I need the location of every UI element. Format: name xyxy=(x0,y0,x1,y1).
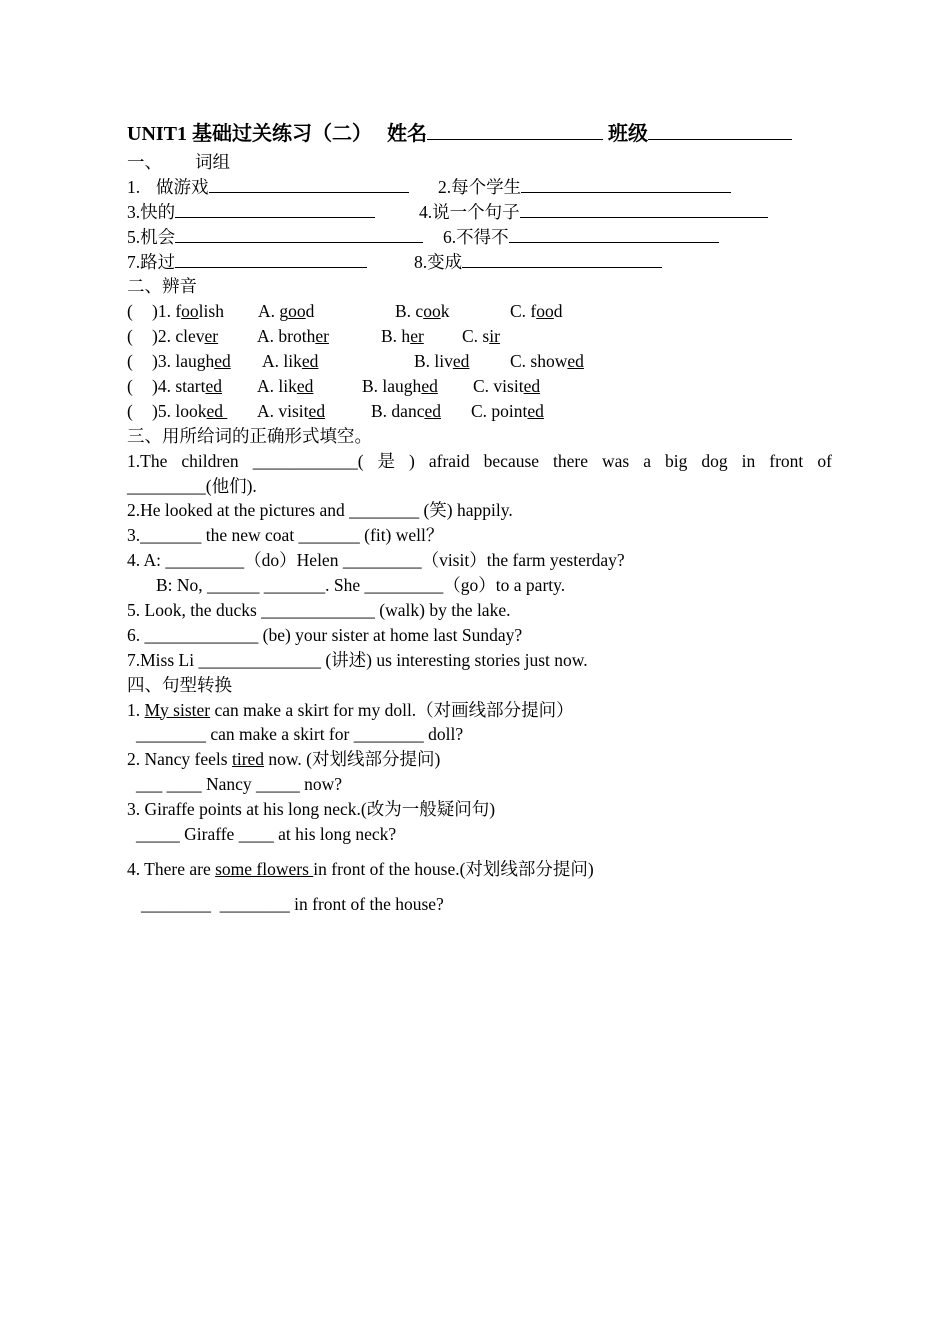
phrase-num: 1. xyxy=(127,176,141,197)
sound-row: ( )4. started A. liked B. laughed C. visited xyxy=(127,374,832,399)
option-c[interactable]: C. food xyxy=(510,301,563,322)
phrase-item: 2.每个学生 xyxy=(438,175,731,200)
option-b[interactable]: B. her xyxy=(381,326,424,347)
transform-question-1: 1. My sister can make a skirt for my doll.（对画线部分提问） xyxy=(127,699,574,720)
fill-question-7: 7.Miss Li ______________ (讲述) us interesting stories just now. xyxy=(127,649,588,670)
section1-row xyxy=(127,250,832,275)
sound-question: )1. foolish xyxy=(152,301,224,322)
worksheet-header xyxy=(127,118,832,150)
fill-question-4b: B: No, ______ _______. She _________（go）to a party. xyxy=(156,575,566,596)
sound-question: )3. laughed xyxy=(152,351,231,372)
section3-heading: 三、用所给词的正确形式填空。 xyxy=(127,425,372,446)
worksheet xyxy=(127,118,832,917)
answer-blank[interactable] xyxy=(175,225,423,243)
answer-blank[interactable] xyxy=(175,250,367,268)
fill-question-1: 1.The children ____________( 是 ) afraid because there was a big dog in front of xyxy=(127,450,832,471)
phrase-item: 8.变成 xyxy=(414,250,662,275)
name-blank[interactable] xyxy=(427,122,603,140)
worksheet-title: UNIT1 基础过关练习（二） xyxy=(127,123,373,145)
section1-heading xyxy=(127,150,832,175)
section1-row xyxy=(127,175,832,200)
option-a[interactable]: A. brother xyxy=(257,326,329,347)
option-c[interactable]: C. showed xyxy=(510,351,584,372)
transform-answer-4: ________ ________ in front of the house? xyxy=(141,893,444,914)
transform-answer-1: ________ can make a skirt for ________ doll? xyxy=(136,724,464,745)
answer-blank[interactable] xyxy=(209,175,409,193)
phrase-item: 7.路过 xyxy=(127,250,367,275)
section4-heading: 四、句型转换 xyxy=(127,674,232,695)
phrase-item: 做游戏 xyxy=(156,175,409,200)
class-label: 班级 xyxy=(608,123,649,145)
fill-question-1-cont: _________(他们). xyxy=(127,475,257,496)
answer-blank[interactable] xyxy=(521,175,731,193)
section1-row xyxy=(127,225,832,250)
option-b[interactable]: B. danced xyxy=(371,400,441,421)
fill-question-4a: 4. A: _________（do）Helen _________（visit）the farm yesterday? xyxy=(127,550,625,571)
option-b[interactable]: B. laughed xyxy=(362,376,438,397)
sound-row: ( )3. laughed A. liked B. lived C. showed xyxy=(127,349,832,374)
transform-question-3: 3. Giraffe points at his long neck.(改为一般疑问句) xyxy=(127,799,496,820)
answer-blank[interactable] xyxy=(462,250,662,268)
sound-question: )2. clever xyxy=(152,326,219,347)
fill-question-6: 6. _____________ (be) your sister at home last Sunday? xyxy=(127,624,523,645)
sound-row: ( )1. foolish A. good B. cook C. food xyxy=(127,299,832,324)
transform-question-2: 2. Nancy feels tired now. (对划线部分提问) xyxy=(127,749,441,770)
transform-answer-2: ___ ____ Nancy _____ now? xyxy=(136,774,343,795)
answer-blank[interactable] xyxy=(509,225,719,243)
class-blank[interactable] xyxy=(648,122,792,140)
sound-row: ( )2. clever A. brother B. her C. sir xyxy=(127,324,832,349)
section1-title: 词组 xyxy=(195,152,230,172)
option-c[interactable]: C. sir xyxy=(462,326,500,347)
answer-blank[interactable] xyxy=(175,200,375,218)
transform-question-4: 4. There are some flowers in front of the house.(对划线部分提问) xyxy=(127,858,594,879)
option-c[interactable]: C. pointed xyxy=(471,400,544,421)
phrase-item: 6.不得不 xyxy=(443,225,719,250)
sound-question: )4. started xyxy=(152,376,222,397)
option-a[interactable]: A. liked xyxy=(257,376,314,397)
option-b[interactable]: B. cook xyxy=(395,301,450,322)
fill-question-5: 5. Look, the ducks _____________ (walk) by the lake. xyxy=(127,600,511,621)
sound-row: ( )5. looked A. visited B. danced C. pointed xyxy=(127,399,832,424)
option-a[interactable]: A. visited xyxy=(257,400,326,421)
fill-question-3: 3._______ the new coat _______ (fit) well？ xyxy=(127,525,444,546)
section1-number: 一、 xyxy=(127,152,162,172)
sound-question: )5. looked xyxy=(152,400,228,421)
phrase-item: 3.快的 xyxy=(127,200,375,225)
option-c[interactable]: C. visited xyxy=(473,376,541,397)
section1-row xyxy=(127,200,832,225)
option-b[interactable]: B. lived xyxy=(414,351,470,372)
phrase-item: 4.说一个句子 xyxy=(419,200,768,225)
fill-question-2: 2.He looked at the pictures and ________ (笑) happily. xyxy=(127,500,513,521)
option-a[interactable]: A. good xyxy=(258,301,315,322)
answer-blank[interactable] xyxy=(520,200,768,218)
option-a[interactable]: A. liked xyxy=(262,351,319,372)
section2-heading: 二、辨音 xyxy=(127,276,197,297)
name-label: 姓名 xyxy=(387,123,428,145)
phrase-item: 5.机会 xyxy=(127,225,423,250)
transform-answer-3: _____ Giraffe ____ at his long neck? xyxy=(136,824,397,845)
